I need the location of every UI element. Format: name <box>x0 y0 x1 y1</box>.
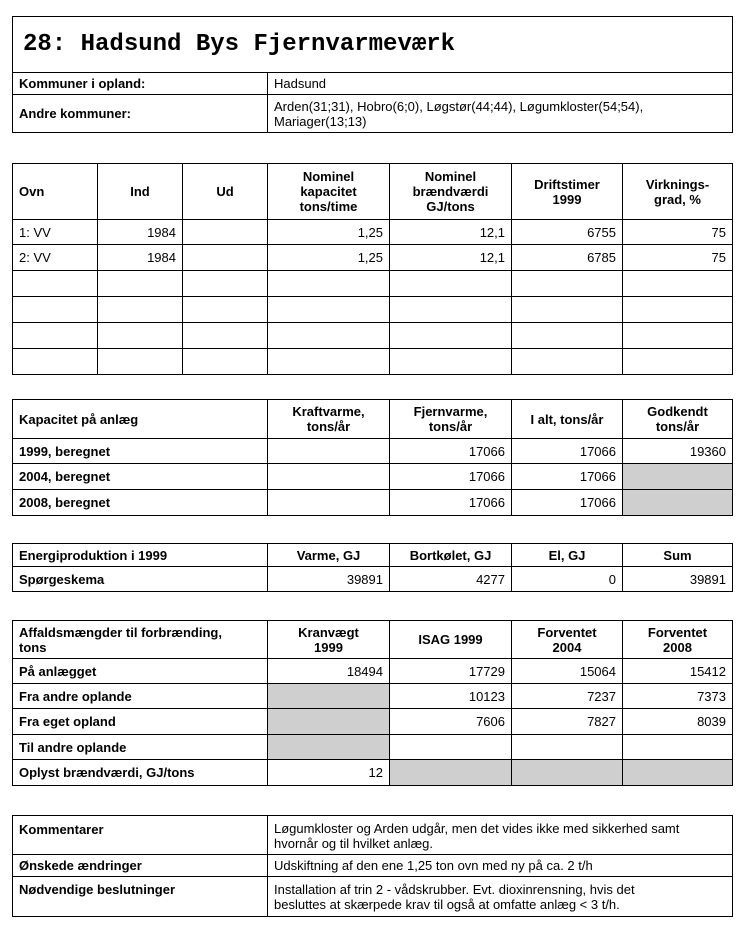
ovn-cell: 1: VV <box>13 220 98 245</box>
bortkoelet-header: Bortkølet, GJ <box>390 544 512 567</box>
table-row <box>13 816 733 855</box>
ovn-cell: 2: VV <box>13 245 98 271</box>
row-label: Oplyst brændværdi, GJ/tons <box>13 760 268 786</box>
el-cell: 0 <box>512 567 623 592</box>
forventet-2008-cell <box>623 760 733 786</box>
kranvaegt-cell: 12 <box>268 760 390 786</box>
kraftvarme-header: Kraftvarme, tons/år <box>268 400 390 439</box>
fjernvarme-cell: 17066 <box>390 439 512 464</box>
row-label: På anlægget <box>13 659 268 684</box>
table-row <box>13 855 733 877</box>
affald-table <box>12 620 733 786</box>
table-row <box>13 271 733 297</box>
table-row <box>13 567 733 592</box>
page-title: 28: Hadsund Bys Fjernvarmeværk <box>13 17 733 73</box>
kranvaegt-cell <box>268 709 390 735</box>
forventet-2004-cell <box>512 760 623 786</box>
braendvaerdi-cell: 12,1 <box>390 245 512 271</box>
table-row <box>13 220 733 245</box>
row-label: Til andre oplande <box>13 735 268 760</box>
forventet-2008-cell: 7373 <box>623 684 733 709</box>
kapacitet-cell: 1,25 <box>268 245 390 271</box>
ind-header: Ind <box>98 164 183 220</box>
kapacitet-label: Kapacitet på anlæg <box>13 400 268 439</box>
isag-cell: 10123 <box>390 684 512 709</box>
ialt-header: I alt, tons/år <box>512 400 623 439</box>
godkendt-cell <box>623 490 733 516</box>
braendvaerdi-cell: 12,1 <box>390 220 512 245</box>
ialt-cell: 17066 <box>512 439 623 464</box>
table-row <box>13 245 733 271</box>
kranvaegt-cell <box>268 735 390 760</box>
kranvaegt-header: Kranvægt 1999 <box>268 621 390 659</box>
braendvaerdi-header: Nominel brændværdi GJ/tons <box>390 164 512 220</box>
ovn-header: Ovn <box>13 164 98 220</box>
kommentarer-label: Kommentarer <box>13 816 268 855</box>
virkningsgrad-header: Virknings- grad, % <box>623 164 733 220</box>
kranvaegt-cell <box>268 684 390 709</box>
affald-label: Affaldsmængder til forbrænding, tons <box>13 621 268 659</box>
virkningsgrad-cell: 75 <box>623 245 733 271</box>
forventet-2008-header: Forventet 2008 <box>623 621 733 659</box>
kommentarer-value: Løgumkloster og Arden udgår, men det vides ikke med sikkerhed samt hvornår og til hvilket anlæg. <box>268 816 733 855</box>
kraftvarme-cell <box>268 439 390 464</box>
fjernvarme-cell: 17066 <box>390 490 512 516</box>
ialt-cell: 17066 <box>512 490 623 516</box>
varme-header: Varme, GJ <box>268 544 390 567</box>
forventet-2004-header: Forventet 2004 <box>512 621 623 659</box>
driftstimer-cell: 6785 <box>512 245 623 271</box>
isag-cell <box>390 760 512 786</box>
kranvaegt-cell: 18494 <box>268 659 390 684</box>
ud-header: Ud <box>183 164 268 220</box>
varme-cell: 39891 <box>268 567 390 592</box>
row-label: Fra andre oplande <box>13 684 268 709</box>
row-label: Fra eget opland <box>13 709 268 735</box>
forventet-2004-cell: 15064 <box>512 659 623 684</box>
godkendt-cell: 19360 <box>623 439 733 464</box>
sum-header: Sum <box>623 544 733 567</box>
table-row <box>13 760 733 786</box>
ud-cell <box>183 220 268 245</box>
table-row <box>13 349 733 375</box>
table-row <box>13 877 733 917</box>
table-row <box>13 490 733 516</box>
isag-cell: 7606 <box>390 709 512 735</box>
isag-header: ISAG 1999 <box>390 621 512 659</box>
forventet-2008-cell <box>623 735 733 760</box>
virkningsgrad-cell: 75 <box>623 220 733 245</box>
kapacitet-cell: 1,25 <box>268 220 390 245</box>
oenskede-aendringer-label: Ønskede ændringer <box>13 855 268 877</box>
oenskede-aendringer-value: Udskiftning af den ene 1,25 ton ovn med ny på ca. 2 t/h <box>268 855 733 877</box>
ud-cell <box>183 245 268 271</box>
ovn-table <box>12 163 733 375</box>
andre-kommuner-label: Andre kommuner: <box>13 95 268 133</box>
header-table <box>12 16 733 133</box>
table-row <box>13 323 733 349</box>
fjernvarme-header: Fjernvarme, tons/år <box>390 400 512 439</box>
kapacitet-header: Nominel kapacitet tons/time <box>268 164 390 220</box>
kommentarer-table <box>12 815 733 917</box>
energi-label: Energiproduktion i 1999 <box>13 544 268 567</box>
energi-table <box>12 543 733 592</box>
sum-cell: 39891 <box>623 567 733 592</box>
noedvendige-beslutninger-label: Nødvendige beslutninger <box>13 877 268 917</box>
noedvendige-beslutninger-value: Installation af trin 2 - vådskrubber. Evt. dioxinrensning, hvis det besluttes at skærpede krav til også at omfatte anlæg < 3 t/h. <box>268 877 733 917</box>
row-label: 2008, beregnet <box>13 490 268 516</box>
kraftvarme-cell <box>268 490 390 516</box>
forventet-2004-cell <box>512 735 623 760</box>
kraftvarme-cell <box>268 464 390 490</box>
isag-cell <box>390 735 512 760</box>
bortkoelet-cell: 4277 <box>390 567 512 592</box>
ind-cell: 1984 <box>98 220 183 245</box>
table-row <box>13 684 733 709</box>
andre-kommuner-value: Arden(31;31), Hobro(6;0), Løgstør(44;44), Løgumkloster(54;54), Mariager(13;13) <box>268 95 733 133</box>
table-row <box>13 735 733 760</box>
godkendt-header: Godkendt tons/år <box>623 400 733 439</box>
isag-cell: 17729 <box>390 659 512 684</box>
kapacitet-table <box>12 399 733 516</box>
driftstimer-cell: 6755 <box>512 220 623 245</box>
row-label: 1999, beregnet <box>13 439 268 464</box>
opland-label: Kommuner i opland: <box>13 73 268 95</box>
table-row <box>13 464 733 490</box>
row-label: Spørgeskema <box>13 567 268 592</box>
row-label: 2004, beregnet <box>13 464 268 490</box>
forventet-2004-cell: 7827 <box>512 709 623 735</box>
table-row <box>13 709 733 735</box>
ialt-cell: 17066 <box>512 464 623 490</box>
ind-cell: 1984 <box>98 245 183 271</box>
forventet-2004-cell: 7237 <box>512 684 623 709</box>
driftstimer-header: Driftstimer 1999 <box>512 164 623 220</box>
opland-value: Hadsund <box>268 73 733 95</box>
table-row <box>13 297 733 323</box>
godkendt-cell <box>623 464 733 490</box>
table-row <box>13 439 733 464</box>
table-row <box>13 659 733 684</box>
el-header: El, GJ <box>512 544 623 567</box>
fjernvarme-cell: 17066 <box>390 464 512 490</box>
forventet-2008-cell: 15412 <box>623 659 733 684</box>
forventet-2008-cell: 8039 <box>623 709 733 735</box>
